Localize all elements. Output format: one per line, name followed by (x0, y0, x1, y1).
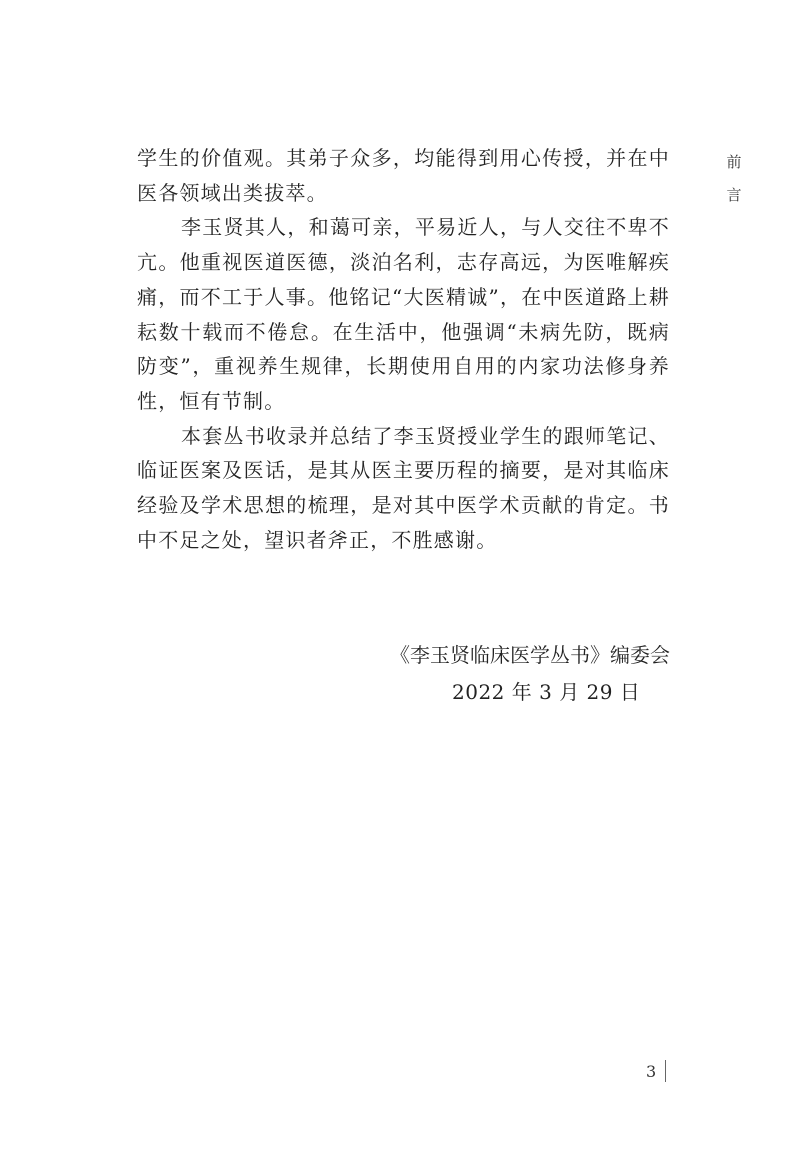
section-tab-char-1: 前 (726, 153, 742, 171)
section-tab-char-2: 言 (726, 186, 742, 204)
page-number-divider (665, 1060, 666, 1082)
section-tab (724, 146, 744, 212)
preface-body (137, 141, 670, 557)
signature-date: 2022 年 3 月 29 日 (452, 680, 641, 704)
paragraph-3: 本套丛书收录并总结了李玉贤授业学生的跟师笔记、临证医案及医话，是其从医主要历程的摘要，是对其临床经验及学术思想的梳理，是对其中医学术贡献的肯定。书中不足之处，望识者斧正，不胜感谢。 (137, 423, 670, 552)
paragraph-1: 学生的价值观。其弟子众多，均能得到用心传授，并在中医各领域出类拔萃。 (137, 146, 670, 205)
page-number: 3 (646, 1062, 657, 1081)
paragraph-2: 李玉贤其人，和蔼可亲，平易近人，与人交往不卑不亢。他重视医道医德，淡泊名利，志存高远，为医唯解疾痛，而不工于人事。他铭记“大医精诚”，在中医道路上耕耘数十载而不倦怠。在生活中，他强调“未病先防，既病防变”，重视养生规律，长期使用自用的内家功法修身养性，恒有节制。 (137, 215, 670, 413)
signature: 《李玉贤临床医学丛书》编委会 (390, 643, 670, 667)
